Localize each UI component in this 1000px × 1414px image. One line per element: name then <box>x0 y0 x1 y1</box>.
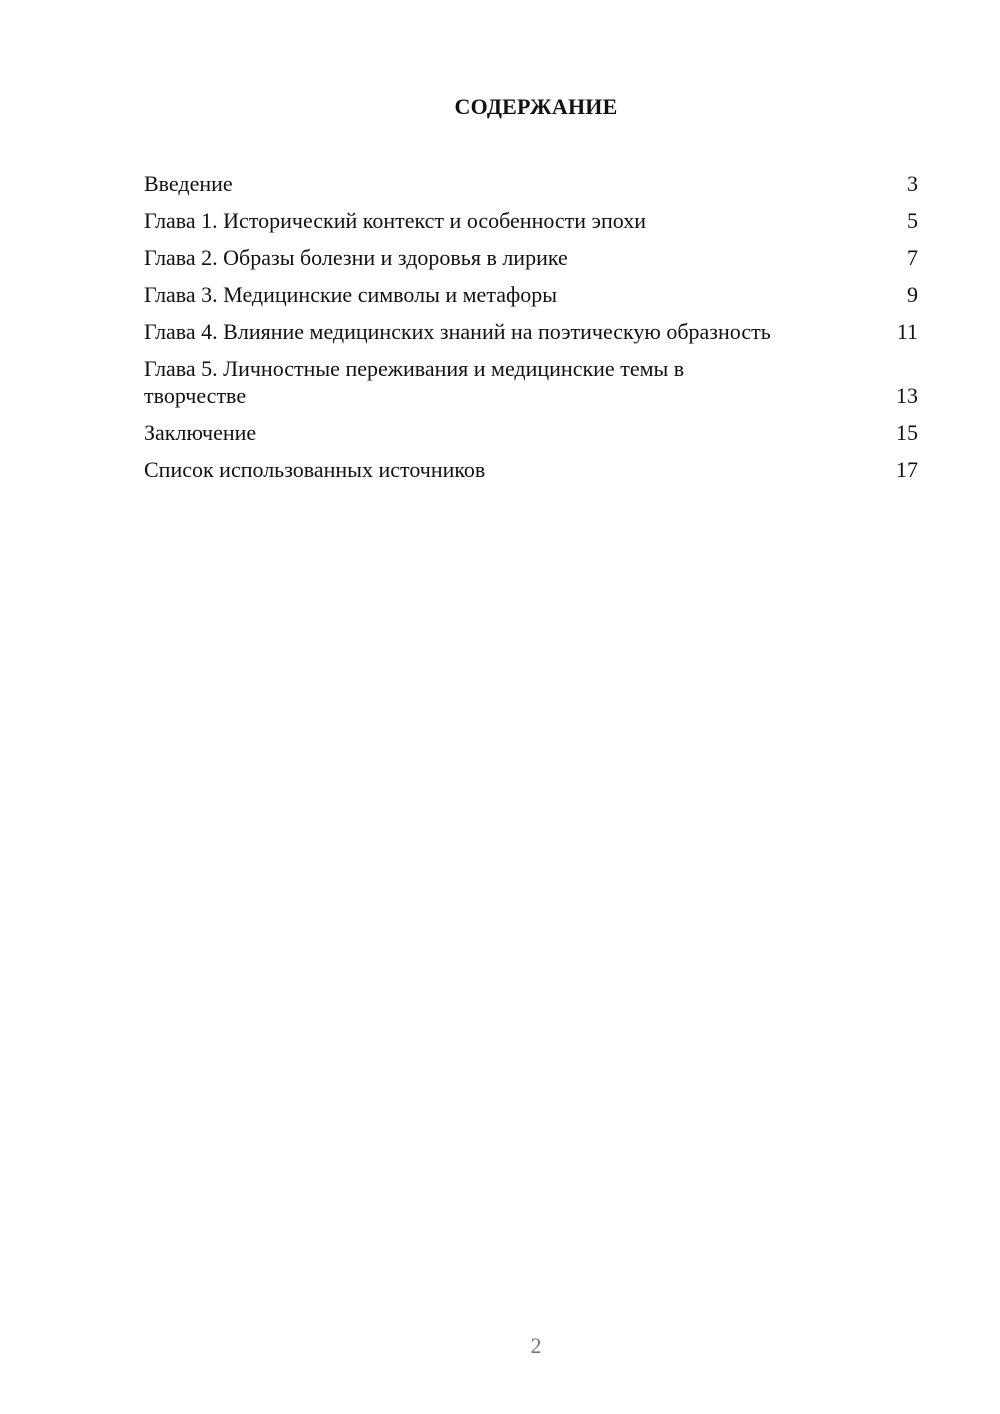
table-of-contents <box>144 170 918 493</box>
toc-entry-page: 9 <box>907 282 918 307</box>
toc-entry-page: 15 <box>896 420 918 445</box>
toc-entry-label: Глава 2. Образы болезни и здоровья в лирике <box>144 245 568 270</box>
toc-entry-chapter-4 <box>144 318 918 345</box>
toc-entry-references <box>144 456 918 483</box>
toc-entry-label: Введение <box>144 171 233 196</box>
page-number: 2 <box>530 1333 542 1358</box>
toc-title: СОДЕРЖАНИЕ <box>454 94 618 119</box>
toc-entry-page: 17 <box>896 457 918 482</box>
toc-entry-introduction <box>144 170 918 197</box>
toc-entry-chapter-5 <box>144 355 918 409</box>
toc-entry-label: Заключение <box>144 420 257 445</box>
toc-entry-page: 11 <box>896 319 918 344</box>
toc-entry-label: Глава 3. Медицинские символы и метафоры <box>144 282 558 307</box>
toc-entry-page: 3 <box>907 171 918 196</box>
toc-entry-page: 5 <box>907 208 918 233</box>
toc-entry-label: Глава 1. Исторический контекст и особенности эпохи <box>144 208 646 233</box>
toc-entry-label: Глава 5. Личностные переживания и медицинские темы в творчестве <box>144 356 685 408</box>
toc-entry-chapter-1 <box>144 207 918 234</box>
toc-entry-page: 7 <box>907 245 918 270</box>
toc-entry-label: Список использованных источников <box>144 457 486 482</box>
toc-entry-chapter-3 <box>144 281 918 308</box>
toc-entry-conclusion <box>144 419 918 446</box>
toc-entry-label: Глава 4. Влияние медицинских знаний на поэтическую образность <box>144 319 771 344</box>
toc-entry-chapter-2 <box>144 244 918 271</box>
toc-entry-page: 13 <box>896 383 918 408</box>
